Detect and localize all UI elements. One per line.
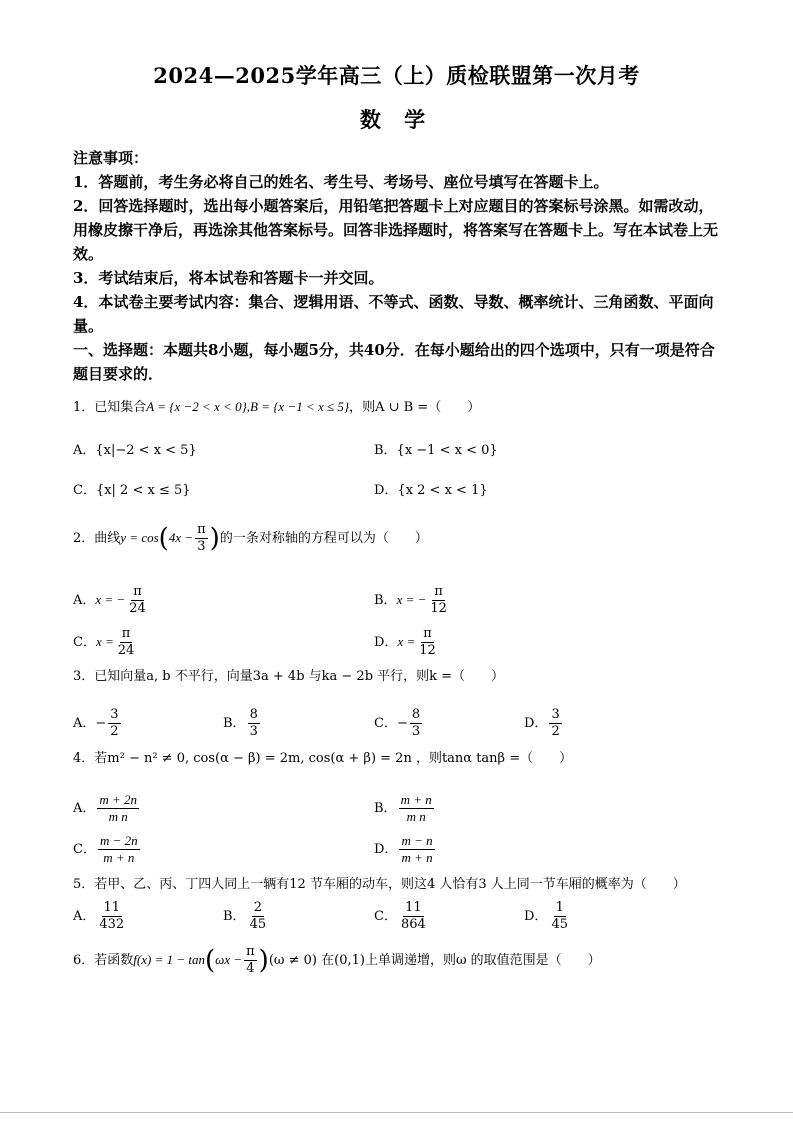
q1-post: ，则A ∪ B =（ ） bbox=[349, 400, 481, 415]
q1-pre: 1．已知集合 bbox=[73, 400, 147, 415]
q2-close-paren: ) bbox=[209, 523, 220, 554]
q4-option-d: D． $\frac{m - n}{m + n}$ bbox=[374, 833, 433, 865]
question-3-stem: 3．已知向量a, b 不平行，向量3a + 4b 与ka − 2b 平行，则k =（ ） bbox=[73, 669, 505, 684]
section-heading: 一、选择题：本题共8小题，每小题5分，共40分．在每小题给出的四个选项中，只有一项是符合题目要求的． bbox=[73, 341, 715, 383]
q3-option-d: D． $\frac{3}{2}$ bbox=[524, 707, 560, 739]
question-4-stem: 4．若m² − n² ≠ 0, cos(α − β) = 2m, cos(α + β) = 2n ，则tanα tanβ =（ ） bbox=[73, 751, 573, 766]
q2-option-c: C．x = $\frac{\pi}{24}$ bbox=[73, 626, 135, 658]
q6-fx: f(x) = 1 − tan bbox=[133, 952, 205, 967]
q6-four: 4 bbox=[246, 961, 255, 976]
q2-y-eq: y = cos bbox=[120, 530, 159, 545]
q2-option-d: D．x = $\frac{\pi}{12}$ bbox=[374, 626, 436, 658]
notice-item-3: 3．考试结束后，将本试卷和答题卡一并交回。 bbox=[73, 269, 384, 287]
q2-option-a: A．x = − $\frac{\pi}{24}$ bbox=[73, 584, 146, 616]
q2-post: 的一条对称轴的方程可以为（ ） bbox=[219, 531, 428, 546]
exam-subject: 数 学 bbox=[359, 107, 434, 132]
q5-option-a: A． $\frac{11}{432}$ bbox=[73, 900, 125, 932]
q1-option-c: C．{x| 2 < x ≤ 5} bbox=[73, 483, 191, 498]
notice-item-2: 2．回答选择题时，选出每小题答案后，用铅笔把答题卡上对应题目的答案标号涂黑。如需改动，用橡皮擦干净后，再选涂其他答案标号。回答非选择题时，将答案写在答题卡上。写在本试卷上无效。 bbox=[73, 197, 719, 263]
notice-heading: 注意事项： bbox=[73, 149, 149, 167]
notice-item-1: 1．答题前，考生务必将自己的姓名、考生号、考场号、座位号填写在答题卡上。 bbox=[73, 173, 609, 191]
q6-open-paren: ( bbox=[204, 945, 216, 976]
q3-option-a: A．− $\frac{3}{2}$ bbox=[73, 707, 119, 739]
q6-pi-over-4 bbox=[244, 944, 257, 977]
q1-set-b: ,B = {x −1 < x ≤ 5} bbox=[246, 399, 350, 414]
question-2-stem bbox=[73, 522, 428, 555]
q1-option-b: B．{x −1 < x < 0} bbox=[374, 443, 498, 458]
q5-option-d: D． $\frac{1}{45}$ bbox=[524, 900, 568, 932]
q6-pi: π bbox=[246, 944, 255, 959]
q2-option-b: B．x = − $\frac{\pi}{12}$ bbox=[374, 584, 447, 616]
q4-option-a: A． $\frac{m + 2n}{\text{m n}}$ bbox=[73, 792, 138, 824]
q5-option-c: C． $\frac{11}{864}$ bbox=[374, 900, 426, 932]
q6-close-paren: ) bbox=[258, 945, 269, 976]
q1-option-a: A．{x|−2 < x < 5} bbox=[73, 443, 197, 458]
question-6-stem bbox=[73, 944, 601, 977]
q2-three: 3 bbox=[197, 539, 206, 554]
q3-option-b: B． $\frac{8}{3}$ bbox=[223, 707, 258, 739]
q1-option-d: D．{x 2 < x < 1} bbox=[374, 483, 488, 498]
q1-set-a: A = {x −2 < x < 0} bbox=[146, 399, 247, 414]
exam-title: 2024—2025学年高三（上）质检联盟第一次月考 bbox=[153, 63, 640, 88]
q4-option-c: C． $\frac{m - 2n}{m + n}$ bbox=[73, 833, 138, 865]
q6-post: (ω ≠ 0) 在(0,1)上单调递增，则ω 的取值范围是（ ） bbox=[268, 953, 601, 968]
q2-pre: 2．曲线 bbox=[73, 531, 121, 546]
question-5-stem: 5．若甲、乙、丙、丁四人同上一辆有12 节车厢的动车，则这4 人恰有3 人上同一节车厢的概率为（ ） bbox=[73, 877, 686, 892]
q4-option-b: B． $\frac{m + n}{\text{m n}}$ bbox=[374, 792, 432, 824]
q5-option-b: B． $\frac{2}{45}$ bbox=[223, 900, 267, 932]
q6-arg: ωx − bbox=[215, 952, 243, 967]
q3-option-c: C．− $\frac{8}{3}$ bbox=[374, 707, 421, 739]
notice-block bbox=[73, 146, 725, 386]
q2-pi-over-3 bbox=[195, 522, 208, 555]
q2-open-paren: ( bbox=[158, 523, 169, 554]
q6-pre: 6．若函数 bbox=[73, 953, 134, 968]
notice-item-4: 4．本试卷主要考试内容：集合、逻辑用语、不等式、函数、导数、概率统计、三角函数、平面向量。 bbox=[73, 293, 714, 335]
q2-pi: π bbox=[197, 522, 206, 537]
q2-arg: 4x − bbox=[168, 530, 194, 545]
question-1-stem bbox=[73, 398, 480, 417]
page-bottom-divider bbox=[0, 1112, 793, 1113]
